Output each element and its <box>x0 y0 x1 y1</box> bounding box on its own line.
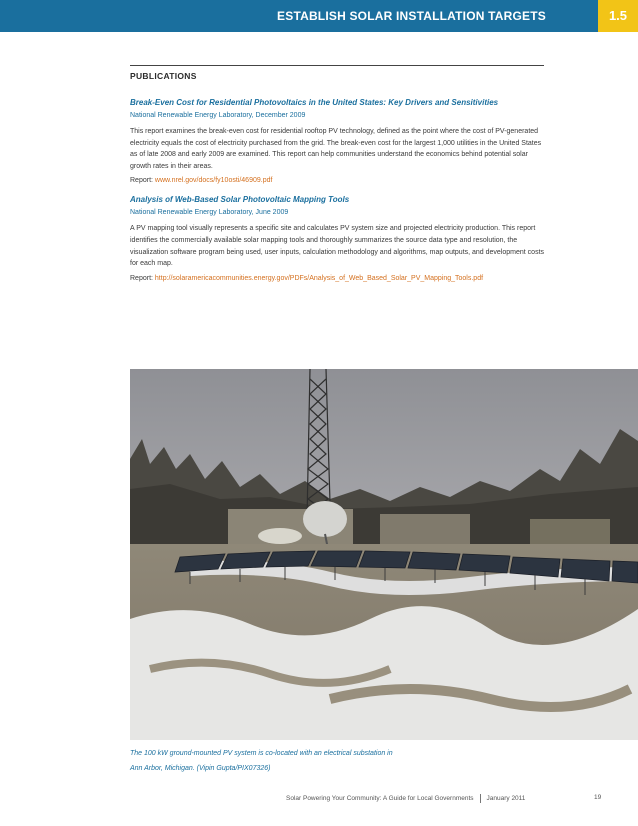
chapter-title: ESTABLISH SOLAR INSTALLATION TARGETS <box>277 9 546 23</box>
page-number: 19 <box>594 794 602 801</box>
caption-line: Ann Arbor, Michigan. (Vipin Gupta/PIX07326) <box>130 765 271 772</box>
report-label: Report: <box>130 177 155 185</box>
publications-list <box>130 98 544 282</box>
publication-title: Break-Even Cost for Residential Photovoltaics in the United States: Key Drivers and Sensitivities <box>130 98 499 107</box>
footer-separator <box>480 794 481 803</box>
publication-description: This report examines the break-even cost for residential rooftop PV technology, defined as the point where the cost of PV-generated electricity equals the cost of electricity purchased from the grid. The break-even cost for the largest 1,000 utilities in the United States as of late 2008 and early 2009 are examined. This report can help communities understand the economics behind potential solar growth rates in their areas. <box>130 128 542 170</box>
publications-heading: PUBLICATIONS <box>130 71 197 81</box>
section-number-tab: 1.5 <box>598 0 638 32</box>
publication-report <box>130 177 544 184</box>
footer-date: January 2011 <box>486 795 526 803</box>
report-label: Report: <box>130 274 155 282</box>
photo-caption <box>130 746 430 776</box>
section-divider <box>130 65 544 66</box>
publication-item <box>130 195 544 281</box>
publication-source: National Renewable Energy Laboratory, June 2009 <box>130 209 289 217</box>
publication-item <box>130 98 544 184</box>
footer-publication: Solar Powering Your Community: A Guide for Local Governments <box>286 795 474 803</box>
publication-report <box>130 275 544 282</box>
publication-description: A PV mapping tool visually represents a specific site and calculates PV system size and projected electricity production. This report identifies the commercially available solar mapping tools and thoroughly summarizes the source data type and resolution, the visualization software program being used, user inputs, calculation methodology and algorithms, map outputs, and development costs for each map. <box>130 225 545 268</box>
report-link[interactable]: http://solaramericacommunities.energy.gov/PDFs/Analysis_of_Web_Based_Solar_PV_Mapping_Tools.pdf <box>154 274 484 282</box>
solar-array-photo <box>130 369 638 740</box>
publication-title: Analysis of Web-Based Solar Photovoltaic Mapping Tools <box>130 195 350 205</box>
publication-source: National Renewable Energy Laboratory, December 2009 <box>130 112 306 119</box>
caption-line: The 100 kW ground-mounted PV system is co-located with an electrical substation in <box>130 750 393 757</box>
footer <box>286 794 525 803</box>
report-link[interactable]: www.nrel.gov/docs/fy10osti/46909.pdf <box>154 177 273 185</box>
